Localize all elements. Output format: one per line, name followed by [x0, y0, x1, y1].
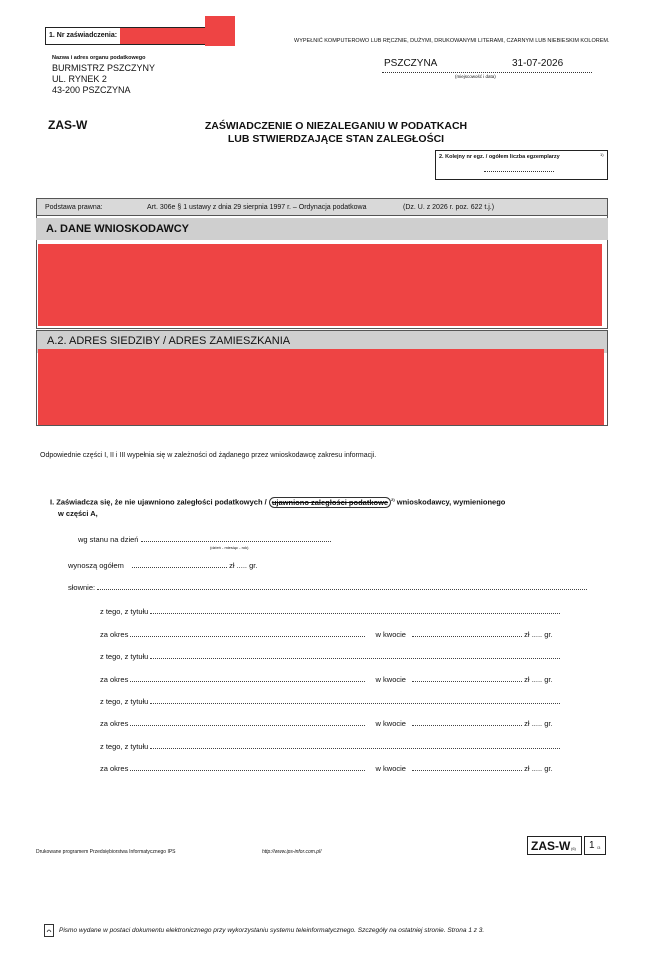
legal-basis-band [36, 198, 608, 216]
date: 31-07-2026 [512, 58, 564, 69]
form-code-badge [527, 836, 582, 855]
period-label: za okres [100, 675, 129, 684]
period-label: za okres [100, 719, 129, 728]
copy-number-box [435, 150, 608, 180]
amount-zl: zł [524, 675, 530, 684]
amount-zl-field[interactable] [412, 681, 522, 682]
amount-gr-dots: ..... [531, 630, 543, 639]
title-label: z tego, z tytułu [100, 742, 149, 751]
organ-label: Nazwa i adres organu podatkowego [52, 55, 146, 61]
title-label: z tego, z tytułu [100, 652, 149, 661]
as-of-label: wg stanu na dzień [78, 535, 139, 544]
organ-line-3: 43-200 PSZCZYNA [52, 85, 131, 95]
title-field[interactable] [150, 613, 560, 614]
ips-url[interactable]: http://www.ips-infor.com.pl/ [262, 849, 322, 855]
total-zl-field[interactable] [132, 567, 227, 568]
place-date-caption: (miejscowość i data) [455, 74, 496, 79]
period-row-3 [100, 719, 553, 728]
amount-zl: zł [524, 630, 530, 639]
organ-line-2: UL. RYNEK 2 [52, 74, 107, 84]
page-total: /3 [597, 845, 601, 850]
footer-form-code: ZAS-W [531, 839, 571, 853]
amount-gr: gr. [544, 675, 553, 684]
organ-line-1: BURMISTRZ PSZCZYNY [52, 63, 156, 73]
part1-heading-b: wnioskodawcy, wymienionego [394, 497, 506, 507]
period-row-2 [100, 675, 553, 684]
words-row [68, 583, 587, 592]
section-a-header [36, 218, 608, 240]
title-field[interactable] [150, 748, 560, 749]
part1-heading-a: I. Zaświadcza się, że nie ujawniono zaległości podatkowych / [50, 497, 267, 507]
section-a-title: A. DANE WNIOSKODAWCY [46, 223, 189, 235]
title-row-2 [100, 652, 560, 661]
cert-number-label: 1. Nr zaświadczenia: [49, 32, 118, 39]
part1-heading-sup: 2) [391, 497, 395, 502]
legal-label: Podstawa prawna: [45, 204, 103, 211]
electronic-note: Pismo wydane w postaci dokumentu elektronicznego przy wykorzystaniu systemu teleinformatycznego. Szczegóły na ostatniej stronie. Strona 1 z 3. [59, 927, 485, 934]
amount-label: w kwocie [375, 764, 406, 773]
period-row-4 [100, 764, 553, 773]
title-row-4 [100, 742, 560, 751]
period-row-1 [100, 630, 553, 639]
total-row [68, 561, 257, 570]
cert-number-redaction-tall [205, 16, 235, 46]
form-title-line2: LUB STWIERDZAJĄCE STAN ZALEGŁOŚCI [227, 133, 445, 145]
title-row-1 [100, 607, 560, 616]
parts-note: Odpowiednie części I, II i III wypełnia się w zależności od żądanego przez wnioskodawcę zakresu informacji. [40, 452, 377, 459]
amount-gr-dots: ..... [531, 719, 543, 728]
amount-zl: zł [524, 719, 530, 728]
page-number-box [584, 836, 606, 855]
form-code: ZAS-W [48, 118, 88, 132]
as-of-field[interactable] [141, 541, 331, 542]
title-label: z tego, z tytułu [100, 697, 149, 706]
amount-gr-dots: ..... [531, 675, 543, 684]
period-label: za okres [100, 764, 129, 773]
legal-ref: (Dz. U. z 2026 r. poz. 622 t.j.) [403, 204, 495, 211]
title-field[interactable] [150, 703, 560, 704]
copy-number-sup: 1) [600, 152, 604, 157]
section-a2-redaction [38, 349, 604, 425]
period-field[interactable] [130, 636, 365, 637]
amount-gr: gr. [544, 719, 553, 728]
form-title-line1: ZAŚWIADCZENIE O NIEZALEGANIU W PODATKACH [204, 120, 468, 132]
amount-zl-field[interactable] [412, 725, 522, 726]
as-of-row [78, 535, 331, 544]
amount-label: w kwocie [375, 630, 406, 639]
amount-label: w kwocie [375, 675, 406, 684]
page-number: 1 [589, 840, 595, 851]
place: PSZCZYNA [384, 58, 438, 69]
title-row-3 [100, 697, 560, 706]
place-date [382, 58, 592, 73]
total-gr-dots: ..... [236, 561, 247, 570]
period-label: za okres [100, 630, 129, 639]
title-field[interactable] [150, 658, 560, 659]
cert-number-redaction [120, 28, 205, 44]
section-a2-title: A.2. ADRES SIEDZIBY / ADRES ZAMIESZKANIA [47, 335, 291, 347]
amount-zl: zł [524, 764, 530, 773]
total-label: wynoszą ogółem [68, 561, 124, 570]
total-zl: zł [229, 561, 235, 570]
period-field[interactable] [130, 725, 365, 726]
amount-zl-field[interactable] [412, 636, 522, 637]
part1-heading-c: w części A, [58, 509, 98, 518]
copy-number-field [484, 171, 554, 172]
words-label: słownie: [68, 583, 96, 592]
amount-zl-field[interactable] [412, 770, 522, 771]
copy-number-label: 2. Kolejny nr egz. / ogółem liczba egzemplarzy [439, 154, 560, 160]
document-icon [44, 924, 54, 937]
period-field[interactable] [130, 770, 365, 771]
printed-by: Drukowane programem Przedsiębiorstwa Informatycznego IPS [36, 849, 176, 855]
period-field[interactable] [130, 681, 365, 682]
footer-form-version: (6) [571, 846, 576, 851]
amount-gr-dots: ..... [531, 764, 543, 773]
amount-gr: gr. [544, 764, 553, 773]
part1-heading-strike: ujawniono zaległości podatkowe [269, 497, 391, 508]
title-label: z tego, z tytułu [100, 607, 149, 616]
part1-heading [50, 497, 505, 507]
total-gr: gr. [249, 561, 258, 570]
legal-text: Art. 306e § 1 ustawy z dnia 29 sierpnia 1997 r. – Ordynacja podatkowa [147, 204, 367, 211]
section-a-redaction [38, 244, 602, 326]
instruction-text: WYPEŁNIĆ KOMPUTEROWO LUB RĘCZNIE, DUŻYMI, DRUKOWANYMI LITERAMI, CZARNYM LUB NIEBIESKIM KOLOREM. [294, 38, 610, 44]
amount-gr: gr. [544, 630, 553, 639]
words-field[interactable] [97, 589, 587, 590]
as-of-caption: (dzień - miesiąc - rok) [210, 545, 249, 550]
amount-label: w kwocie [375, 719, 406, 728]
